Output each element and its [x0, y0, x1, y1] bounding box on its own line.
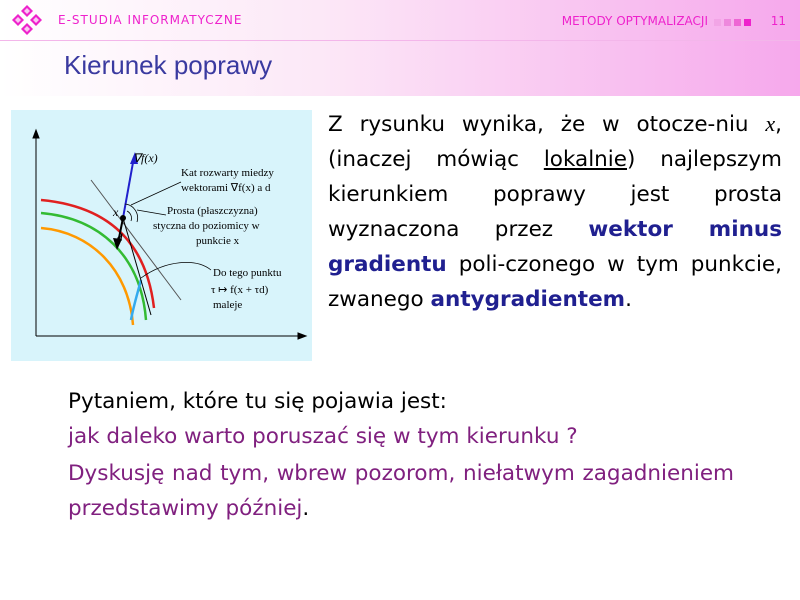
- organization-name: E-STUDIA INFORMATYCZNE: [58, 13, 243, 27]
- explanation-paragraph: [328, 106, 782, 317]
- gradient-figure: [11, 110, 312, 361]
- para-text-3: ) najlepszym kierunkiem poprawy jest prosta wyznaczona przez: [328, 147, 783, 242]
- gradient-diagram: [11, 110, 312, 361]
- underlined-word-lokalnie: lokalnie: [543, 147, 627, 172]
- question-main: jak daleko warto poruszać się w tym kierunku ?: [68, 424, 578, 449]
- tangent-label-2: styczna do poziomicy w: [153, 220, 260, 232]
- decrease-label-3: maleje: [213, 299, 243, 311]
- point-x: [120, 215, 126, 221]
- axes: [33, 130, 306, 339]
- discussion-end: .: [302, 496, 310, 521]
- slide-header: [0, 0, 800, 96]
- para-text-1: Z rysunku wynika, że w otocze-niu: [328, 112, 766, 137]
- angle-label-2: wektorami ∇f(x) a d: [181, 182, 271, 194]
- question-intro: Pytaniem, które tu się pojawia jest:: [68, 389, 447, 414]
- para-text-5: .: [625, 287, 632, 312]
- discussion-text: Dyskusję nad tym, wbrew pozorom, niełatwym zagadnieniem przedstawimy później: [68, 461, 734, 521]
- tangent-label-1: Prosta (płaszczyzna): [167, 205, 258, 217]
- tangent-label-3: punkcie x: [196, 235, 240, 247]
- angle-label-1: Kat rozwarty miedzy: [181, 167, 274, 179]
- x-label: x: [113, 205, 119, 219]
- question-block: [68, 384, 734, 526]
- highlight-minus-gradient: wektor minus gradientu: [328, 217, 782, 277]
- level-curve-blue: [131, 280, 141, 320]
- discussion-note: [68, 456, 734, 526]
- page-number: 11: [770, 14, 786, 28]
- para-text-2: , (inaczej mówiąc: [328, 112, 782, 172]
- slide-title: Kierunek poprawy: [64, 50, 273, 80]
- gradient-vector: [123, 157, 134, 218]
- decrease-label-1: Do tego punktu: [213, 267, 282, 279]
- logo-icon: [8, 4, 46, 38]
- tangent-line: [91, 180, 181, 300]
- d-label: d: [117, 232, 123, 244]
- gradient-label: ∇f(x): [133, 151, 158, 165]
- page-indicator-squares: [714, 18, 752, 28]
- course-title: METODY OPTYMALIZACJI: [561, 14, 708, 28]
- decrease-label-2: τ ↦ f(x + τd): [211, 284, 269, 296]
- variable-x: x: [765, 111, 776, 136]
- header-divider: [0, 40, 800, 41]
- para-text-4: poli-czonego w tym punkcie, zwanego: [328, 252, 782, 312]
- highlight-antygradient: antygradientem: [430, 287, 626, 312]
